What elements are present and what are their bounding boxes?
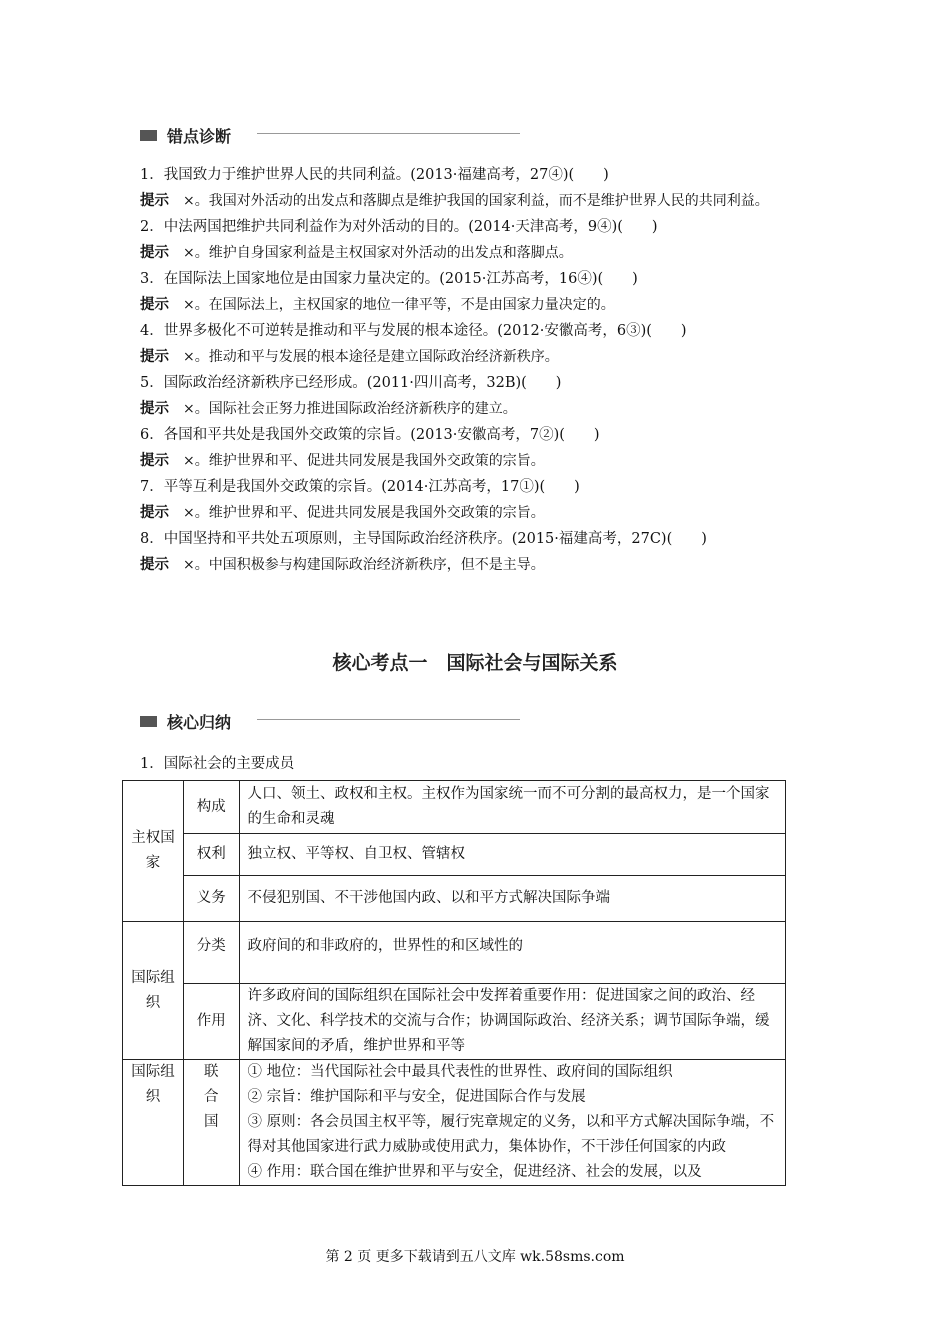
un-line: ② 宗旨：维护国际和平与安全，促进国际合作与发展 [247,1089,586,1105]
row-label: 分类 [184,922,240,984]
section-heading-core [140,710,231,733]
hint-text: ×。维护自身国家利益是主权国家对外活动的出发点和落脚点。 [183,245,573,261]
hint [140,552,820,578]
hint-text: ×。维护世界和平、促进共同发展是我国外交政策的宗旨。 [183,505,545,521]
hint [140,292,820,318]
list-item [140,474,820,526]
subheading: 1．国际社会的主要成员 [140,756,295,772]
hint-text: ×。国际社会正努力推进国际政治经济新秩序的建立。 [183,401,517,417]
hint-label: 提示 [140,193,169,209]
table-row [123,781,786,834]
hint-label: 提示 [140,349,169,365]
list-item [140,214,820,266]
hint-text: ×。中国积极参与构建国际政治经济新秩序，但不是主导。 [183,557,545,573]
hint-text: ×。我国对外活动的出发点和落脚点是维护我国的国家利益，而不是维护世界人民的共同利益。 [183,193,769,209]
table-row [123,834,786,876]
row-content: 不侵犯别国、不干涉他国内政、以和平方式解决国际争端 [239,876,786,922]
question: 6．各国和平共处是我国外交政策的宗旨。(2013·安徽高考，7②)( ) [140,427,600,443]
hint-label: 提示 [140,401,169,417]
row-content: 独立权、平等权、自卫权、管辖权 [239,834,786,876]
hint-text: ×。维护世界和平、促进共同发展是我国外交政策的宗旨。 [183,453,545,469]
question: 3．在国际法上国家地位是由国家力量决定的。(2015·江苏高考，16④)( ) [140,271,638,287]
table-row [123,876,786,922]
hint [140,500,820,526]
row-content: 许多政府间的国际组织在国际社会中发挥着重要作用：促进国家之间的政治、经济、文化、科学技术的交流与合作；协调国际政治、经济关系；调节国际争端，缓解国家间的矛盾，维护世界和平等 [239,984,786,1060]
list-item [140,162,820,214]
question: 7．平等互利是我国外交政策的宗旨。(2014·江苏高考，17①)( ) [140,479,580,495]
table-row [123,1060,786,1186]
page-title: 核心考点一 国际社会与国际关系 [332,652,618,674]
un-line: ③ 原则：各会员国主权平等，履行宪章规定的义务，以和平方式解决国际争端，不得对其他国家进行武力威胁或使用武力，集体协作，不干涉任何国家的内政 [247,1114,775,1155]
members-table [122,780,786,1186]
section-title: 错点诊断 [167,127,232,146]
row-label: 义务 [184,876,240,922]
diagnosis-list [140,162,820,578]
group-cell: 国际组织 [123,1060,184,1186]
row-label: 权利 [184,834,240,876]
question: 4．世界多极化不可逆转是推动和平与发展的根本途径。(2012·安徽高考，6③)( ) [140,323,687,339]
row-label: 联合国 [184,1060,240,1186]
hint-label: 提示 [140,297,169,313]
hint [140,344,820,370]
un-line: ① 地位：当代国际社会中最具代表性的世界性、政府间的国际组织 [247,1064,673,1080]
group-cell: 国际组织 [123,922,184,1060]
row-content [239,1060,786,1186]
table-row [123,922,786,984]
list-item [140,266,820,318]
group-cell: 主权国家 [123,781,184,922]
divider [257,133,520,134]
square-bullet-icon [140,130,157,141]
question: 1．我国致力于维护世界人民的共同利益。(2013·福建高考，27④)( ) [140,167,609,183]
hint-label: 提示 [140,557,169,573]
question: 8．中国坚持和平共处五项原则，主导国际政治经济秩序。(2015·福建高考，27C)( ) [140,531,707,547]
list-item [140,318,820,370]
hint [140,188,820,214]
hint [140,448,820,474]
row-label: 构成 [184,781,240,834]
hint [140,396,820,422]
un-line: ④ 作用：联合国在维护世界和平与安全，促进经济、社会的发展，以及 [247,1164,702,1180]
row-content: 人口、领土、政权和主权。主权作为国家统一而不可分割的最高权力，是一个国家的生命和灵魂 [239,781,786,834]
section-heading-diagnosis [140,124,231,147]
section-title: 核心归纳 [167,713,232,732]
hint-label: 提示 [140,505,169,521]
list-item [140,422,820,474]
hint-text: ×。在国际法上，主权国家的地位一律平等，不是由国家力量决定的。 [183,297,615,313]
hint [140,240,820,266]
divider [257,719,520,720]
hint-label: 提示 [140,453,169,469]
hint-text: ×。推动和平与发展的根本途径是建立国际政治经济新秩序。 [183,349,559,365]
row-content: 政府间的和非政府的，世界性的和区域性的 [239,922,786,984]
table-row [123,984,786,1060]
square-bullet-icon [140,716,157,727]
hint-label: 提示 [140,245,169,261]
list-item [140,526,820,578]
list-item [140,370,820,422]
question: 2．中法两国把维护共同利益作为对外活动的目的。(2014·天津高考，9④)( ) [140,219,658,235]
question: 5．国际政治经济新秩序已经形成。(2011·四川高考，32B)( ) [140,375,562,391]
page-footer: 第 2 页 更多下载请到五八文库 wk.58sms.com [325,1249,625,1265]
row-label: 作用 [184,984,240,1060]
